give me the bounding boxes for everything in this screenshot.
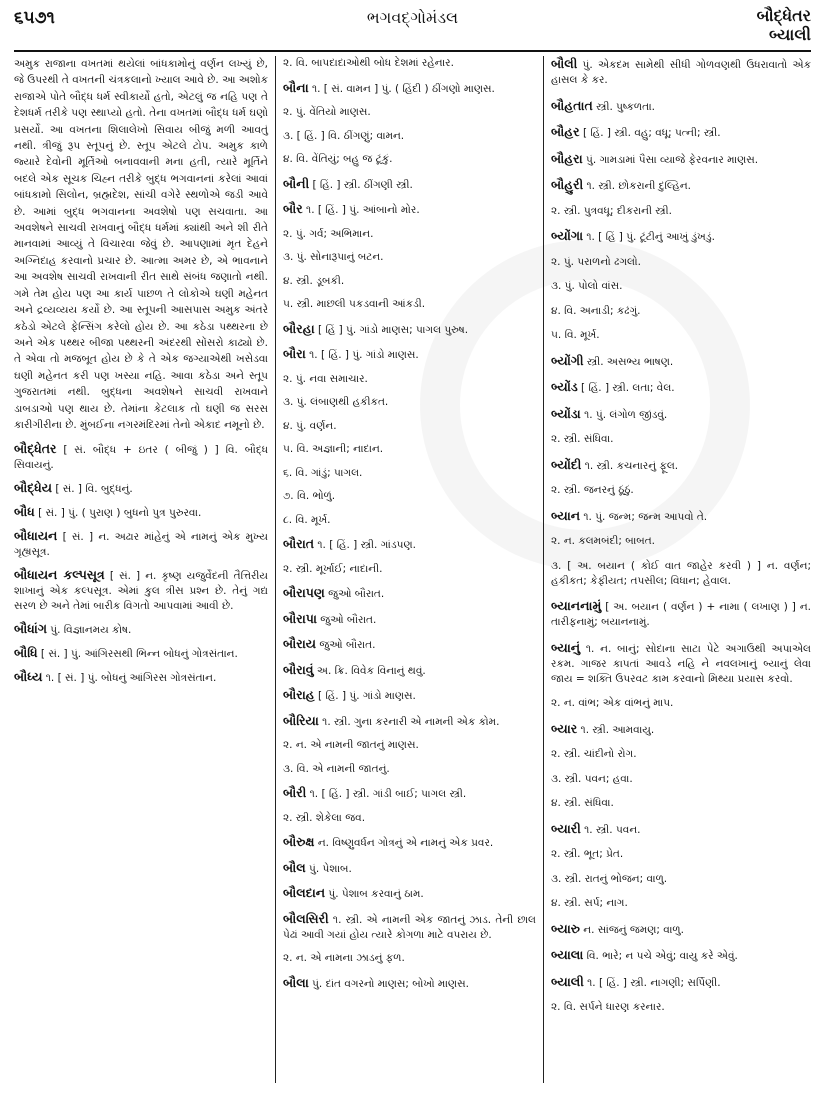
entry-definition: ૬. વિ. ગાંડું; પાગલ. [283,466,363,479]
entry-definition: ૧. [ હિં. ] પું. આંબાનો મોર. [302,204,420,216]
entry-headword: બ્યાનનામું [551,598,602,613]
dictionary-entry [283,762,536,777]
entry-headword: બૌરાય [283,636,317,651]
dictionary-entry [283,785,536,802]
entry-definition: ૪. વિ. વેંતિયું; બહુ જ ટૂંકું. [283,153,393,165]
dictionary-entry [283,321,536,338]
entry-definition: [ હિં. ] સ્ત્રી. વહુ; વધૂ; પત્ની; સ્ત્રી. [579,127,721,139]
dictionary-entry [551,56,811,88]
entry-definition: જુઓ બૌરાત. [316,639,376,651]
dictionary-entry [283,834,536,851]
entry-headword: બૌરી [283,785,307,800]
dictionary-columns [14,56,811,1083]
entry-definition: ૨. ન. વાંભ; એક વાંભનું માપ. [551,697,674,709]
entry-headword: બૌલસિરી [283,910,329,926]
entry-headword: બૌધ [14,504,35,520]
entry-definition: [ સં. ] ન. કૃષ્ણ યજુર્વેદની તૈત્તિરીય શાખાનું એક કલ્પસૂત્ર. એમાં કુલ ત્રીસ પ્રશ્ન છે. તેનું ગદ્ય સરળ છે અને તેમાં બારીક વિગતો આપવામાં આવી છે. [14,570,269,613]
entry-definition: [ સં. બૌદ્ધ + ઇતર ( બીજું ) ] વિ. બૌદ્ધ સિવાયનું. [14,444,268,472]
dictionary-entry [14,528,268,560]
dictionary-entry [551,747,811,762]
entry-definition: ૨. ન. એ નામના ઝાડનું ફળ. [283,952,405,964]
entry-definition: ૧. સ્ત્રી. છોકરાની દુલ્હિન. [583,180,692,192]
dictionary-entry [283,274,536,289]
entry-definition: ૫. વિ. અજ્ઞાની; નાદાન. [283,443,384,455]
dictionary-entry [551,696,811,711]
entry-definition: ૪. સ્ત્રી. સર્પ; નાગ. [551,897,628,909]
dictionary-entry [14,645,268,662]
entry-definition: ૪. સ્ત્રી. ડૂબકી. [283,274,345,287]
entry-headword: બ્યોંડા [551,405,581,421]
entry-definition: ૨. પું. પરાળનો ઢગલો. [551,255,641,268]
entry-definition: પું. ગામડામાં પૈસા વ્યાજે ફેરવનાર માણસ. [582,153,759,166]
dictionary-entry [14,441,268,473]
dictionary-entry [283,152,536,167]
entry-definition: ૭. વિ. ભોળું. [283,490,336,502]
dictionary-entry [551,772,811,787]
dictionary-entry [14,480,268,497]
entry-definition: [ સં. ] પું. ( પુરાણ ) બુધનો પુત્ર પુરુરવા. [34,507,202,520]
entry-headword: બૌરુક્ષ [283,834,315,849]
running-title: ભગવદ્ગોમંડલ [366,8,459,27]
entry-headword: બૌરાવું [283,661,314,677]
dictionary-entry [551,872,811,887]
dictionary-entry [283,713,536,730]
column-2 [276,56,544,1083]
dictionary-entry [283,395,536,410]
entry-definition: અ. ક્રિ. વિવેક વિનાનું થવું. [313,664,426,677]
entry-headword: બૌહુરી [551,177,584,192]
entry-definition: ૩. [ હિં. ] વિ. ઠીંગણું; વામન. [283,129,405,142]
dictionary-entry [551,379,811,396]
entry-headword: બૌરાપા [283,610,317,626]
dictionary-entry [283,513,536,528]
entry-definition: પું. વિજ્ઞાનમય કોષ. [46,624,132,637]
dictionary-entry [283,951,536,966]
entry-headword: બૌધાયન કલ્પસૂત્ર [14,567,105,583]
entry-definition: ૨. ન. કલમબંદી; બાબત. [551,535,656,547]
entry-definition: ૧. [ સં. વામન ] પું. ( હિંદી ) ઠીંગણો માણસ. [308,82,495,95]
entry-headword: બૌરા [283,346,306,361]
dictionary-entry [551,279,811,294]
entry-headword: બ્યાનું [551,639,581,655]
dictionary-entry [283,636,536,653]
entry-definition: ૧. [ હિં. ] પું. ગાંડો માણસ. [305,349,419,361]
dictionary-entry [551,204,811,219]
dictionary-entry [551,821,811,838]
entry-headword: બૌદ્ધેય [14,480,52,496]
dictionary-entry [551,559,811,589]
column-1 [14,56,276,1083]
dictionary-entry [283,562,536,577]
entry-definition: જુઓ બૌરાત. [316,613,377,626]
guide-words [757,6,811,44]
dictionary-entry [283,975,536,992]
page-number: ૬૫૭૧ [14,8,55,28]
entry-definition: ૨. પું. નવા સમાચાર. [283,372,368,385]
entry-headword: બૌહતાત [551,97,593,113]
entry-headword: બૌહર [551,124,580,139]
dictionary-entry [283,250,536,265]
entry-definition: ૧. [ હિં ] પું. ટૂંટીનું આખું ડુંખડું. [583,231,715,243]
entry-definition: ૩. પું. પોલો વાંસ. [551,280,623,292]
entry-headword: બૌલ [283,859,306,875]
dictionary-entry [551,124,811,141]
dictionary-entry [551,598,811,630]
entry-headword: બૌરહા [283,320,315,336]
dictionary-entry [551,508,811,525]
dictionary-entry [14,504,268,521]
dictionary-entry [283,346,536,363]
entry-definition: [ હિં. ] પું. ગાંડો માણસ. [314,690,416,702]
entry-definition: ૪. વિ. અનાડી; કઢંગું. [551,304,641,317]
entry-definition: ૪. પું. વર્ણન. [283,419,337,432]
entry-definition: ૨. સ્ત્રી. મૂર્ખાઈ; નાદાની. [283,562,383,575]
entry-definition: ૧. સ્ત્રી. એ નામની એક જાતનું ઝાડ. તેની છાલ પેઢાં આવી ગયાં હોય ત્યારે કોગળા માટે વપરાય છે. [283,913,536,941]
entry-headword: બ્યાલા [551,947,584,962]
entry-definition: [ સં. ] પું. આંગિરસથી ભિન્ન બોધનું ગોત્રસંતાન. [37,648,238,661]
dictionary-entry [551,796,811,811]
entry-definition: ૪. સ્ત્રી. સંધિવા. [551,797,614,809]
dictionary-entry [551,896,811,911]
dictionary-entry [551,847,811,862]
entry-definition: વિ. ભારે; ન પચે એવું; વાયુ કરે એવું. [583,950,738,962]
entry-definition: જુઓ બૌરાત. [324,588,385,600]
entry-definition: પું. પેશાબ. [305,862,352,875]
dictionary-entry [283,372,536,387]
entry-definition: ૧. સ્ત્રી. પવન. [580,823,641,836]
entry-definition: ૨. વિ. સર્પને ધારણ કરનાર. [551,1001,665,1013]
entry-definition: ૨. વિ. બાપદાદાઓથી બોધ દેશમાં રહેનાર. [283,57,454,69]
dictionary-entry [551,353,811,370]
dictionary-entry [551,534,811,549]
entry-headword: બ્યાર [551,720,578,736]
entry-headword: બૌરિયા [283,712,319,728]
dictionary-entry [283,687,536,704]
entry-headword: બ્યોંડ [551,379,578,394]
entry-definition: ૩. પું. લંબાણથી હકીકત. [283,396,389,408]
entry-definition: ૧. સ્ત્રી. ગુના કરનારી એ નામની એક કોમ. [318,715,500,728]
guide-word-last: બ્યાલી [769,25,811,44]
entry-definition: ૫. વિ. મૂર્ખ. [551,329,600,341]
dictionary-entry [283,419,536,434]
continued-prose: અમુક રાજાના વખતમાં થયેલાં બાંધકામોનું વર્ણન લખ્યું છે, જે ઉપરથી તે વખતની ચંત્રકલાનો ખ્યાલ આવે છે. આ અશોક રાજાએ પોતે બૌદ્ધ ધર્મ સ્વીકાર્યો હતો, એટલું જ નહિ પણ તે દેશધર્મ તરીકે પણ સ્થાપ્યો હતો. તેના વખતમાં બૌદ્ધ ધર્મ ઘણો પ્રસર્યો. આ વખતના શિલાલેખો સિવાય બીજું મળી આવતું નથી. ત્રીજું રૂપ સ્તૂપનું છે. સ્તૂપ એટલે ટોપ. અમુક કાળે જ્યારે દેવોની મૂર્તિઓ બનાવવાની મના હતી, ત્યારે મૂર્તિને બદલે એક સૂચક ચિહ્ન તરીકે બુદ્ધ ભગવાનનાં કરેલાં આવાં બાંધકામો સિલોન, બ્રહ્મદેશ, સાંચી વગેરે સ્થળોએ જડી આવે છે. આમાં બુદ્ધ ભગવાનના અવશેષો પણ સચવાતા. આ અવશેષને સાચવી રાખવાનું બૌદ્ધ ધર્મમાં ક્યાંથી અને શી રીતે માનવામાં આવ્યું તે વિચારવા જેવું છે. આપણામાં મૃત દેહને અગ્નિદાહ કરવાનો પ્રચાર છે. આત્મા અમર છે, એ ભાવનાને આ અવશેષ સાચવી રાખવાની રીત સાથે સંબંધ જણાતો નથી. ગમે તેમ હોય પણ આ કાર્ય પાછળ તે લોકોએ ઘણી મહેનત અને દ્રવ્યવ્યય કર્યો છે. આ સ્તૂપની આસપાસ અમુક અંતરે કઠેડો એટલે ફેન્સિંગ કરેલો હોય છે. આ કઠેડા પથ્થરના છે અને એક પથ્થર બીજા પથ્થરની અંદરથી સોંસરો કાઢ્યો છે. તે એવા તો મજબૂત હોય છે કે તે એક જગ્યાએથી ખસેડવા ઘણી મહેનત કરી પણ ખસ્યા નહિ. આવા કઠેડા અને સ્તૂપ ગુજરાતમાં નથી. બુદ્ધના અવશેષને સાચવી રાખવાને ડાબડાઓ પણ થાય છે. તેમાંના કેટલાક તો ઘણી જ સરસ કારીગીરીના છે. મુંબઈના નગરમંદિરમાં તેનો એકાદ નમૂનો છે. [14,58,268,431]
entry-headword: બૌધાયન [14,528,58,544]
entry-headword: બ્યોંગા [551,228,584,243]
entry-headword: બ્યારુ [551,920,580,936]
entry-headword: બૌરાત [283,536,315,551]
entry-definition: [ સં. ] વિ. બુદ્ધનું. [51,483,133,496]
entry-definition: ૧. સ્ત્રી. કચનારનું ફૂલ. [581,459,679,472]
entry-definition: ૨. પું. વેંતિયો માણસ. [283,106,371,118]
dictionary-entry [551,228,811,245]
dictionary-entry [283,738,536,753]
entry-definition: ન. સાંજનું જમણ; વાળુ. [579,923,684,936]
entry-definition: સ્ત્રી. અસભ્ય ભાષણ. [583,355,674,368]
dictionary-entry [283,442,536,457]
entry-definition: ૩. [ અ. બયાન ( કોઈ વાત જાહેર કરવી ) ] ન. વર્ણન; હકીકત; કેફીયત; તપસીલ; વિધાન; હેવાલ. [551,559,811,587]
entry-definition: ૨. પું. ગર્વ; અભિમાન. [283,227,374,240]
entry-definition: ૧. પું. જન્મ; જન્મ આપવો તે. [580,510,708,523]
dictionary-entry [551,640,811,687]
entry-headword: બૌધ્ય [14,669,43,685]
entry-definition: ૩. પું. સોનારૂપાનું બટન. [283,251,384,263]
entry-definition: પું. દાંત વગરનો માણસ; બોખો માણસ. [308,977,469,990]
dictionary-entry [551,151,811,168]
dictionary-entry [283,129,536,144]
entry-headword: બૌલી [551,56,578,71]
dictionary-entry [14,621,268,638]
guide-word-first: બૌદ્ધેતર [756,6,811,25]
dictionary-entry [551,406,811,423]
entry-headword: બૌધાંગ [14,621,47,637]
dictionary-entry [283,489,536,504]
dictionary-entry [283,585,536,602]
dictionary-entry [283,56,536,71]
entry-headword: બૌલા [283,974,309,990]
dictionary-entry [14,669,268,686]
entry-definition: પું. પેશાબ કરવાનું ઠામ. [325,888,424,900]
dictionary-entry [283,911,536,943]
entry-definition: ૨. સ્ત્રી. સંધિવા. [551,433,614,445]
dictionary-entry [551,1000,811,1015]
dictionary-entry [551,432,811,447]
dictionary-entry [283,536,536,553]
header-rule [14,50,811,52]
dictionary-entry [551,947,811,964]
entry-definition: ૩. વિ. એ નામની જાતનું. [283,762,390,775]
dictionary-entry [283,860,536,877]
entry-definition: [ અ. બયાન ( વર્ણન ) + નામા ( લખાણ ) ] ન. તારીફનામું; બયાનનામું. [551,601,811,628]
entry-definition: ૧. [ હિં. ] સ્ત્રી. નાગણી; સર્પિણી. [583,976,721,989]
entry-definition: ૧. સ્ત્રી. આમવાયુ. [577,723,655,736]
entry-headword: બૌદ્ધેતર [14,441,57,457]
dictionary-entry [283,80,536,97]
entry-definition: ૨. સ્ત્રી. શેકેલા જવ. [283,811,366,824]
entry-definition: [ હિં. ] સ્ત્રી. ઠીંગણી સ્ત્રી. [309,178,413,191]
entry-definition: ૨. સ્ત્રી. ચાંદીનો રોગ. [551,748,637,760]
dictionary-entry [283,176,536,193]
dictionary-entry [283,297,536,312]
entry-definition: ૨. સ્ત્રી. ભૂત; પ્રેત. [551,848,624,860]
entry-definition: ૧. [ હિં. ] સ્ત્રી. ગાંડી બાઈ; પાગલ સ્ત્રી. [306,788,467,800]
entry-definition: [ હિં. ] સ્ત્રી. લતા; વેલ. [577,382,675,394]
entry-headword: બૌના [283,79,309,95]
entry-headword: બૌહરા [551,150,583,166]
dictionary-entry [283,201,536,218]
entry-definition: સ્ત્રી. પુષ્કળતા. [592,100,655,113]
entry-headword: બૌલદાન [283,885,326,900]
dictionary-entry [551,483,811,498]
entry-definition: ૨. સ્ત્રી. પુત્રવધૂ; દીકરાની સ્ત્રી. [551,204,672,217]
dictionary-entry [283,227,536,242]
dictionary-entry [551,921,811,938]
dictionary-entry [14,567,268,614]
page-header [14,6,811,46]
dictionary-entry [551,304,811,319]
entry-definition: ૧. [ સં. ] પું. બોધનું આંગિરસ ગોત્રસંતાન. [42,672,217,685]
entry-headword: બ્યોંગી [551,352,584,368]
entry-definition: ૧. ન. બાનું; સોદાના સાટા પેટે અગાઉથી અપાએલ રકમ. ગાજર કાપતાં આવડે નહિ ને નવલખાનું બ્યાનું લેવા જાય = શક્તિ ઉપરવટ કામ કરવાનો મિથ્યા પ્રયાસ કરવો. [551,642,811,685]
dictionary-entry [551,721,811,738]
dictionary-entry [551,255,811,270]
dictionary-entry [551,177,811,194]
entry-definition: ૨. ન. એ નામની જાતનું માણસ. [283,739,419,751]
entry-headword: બ્યાલી [551,973,584,989]
entry-definition: ૧. [ હિં. ] સ્ત્રી. ગાંડપણ. [314,539,416,551]
entry-definition: ૨. સ્ત્રી. જનરનું ઠૂંઠું. [551,484,634,496]
entry-headword: બૌરાહ [283,687,315,702]
dictionary-entry [283,811,536,826]
dictionary-entry [551,98,811,115]
entry-definition: ન. વિષ્ણુવર્ધન ગોત્રનું એ નામનું એક પ્રવર. [314,837,494,849]
entry-definition: ૩. સ્ત્રી. પવન; હવા. [551,772,633,785]
entry-definition: પું. એકદમ સામેથી સીધી ગોળવણથી ઉધરાવાતો એક હાસલ કે કર. [551,59,811,86]
entry-definition: ૩. સ્ત્રી. રાતનું ભોજન; વાળુ. [551,872,668,885]
entry-definition: ૫. સ્ત્રી. માછલી પકડવાની આંકડી. [283,298,426,310]
dictionary-entry [551,974,811,991]
entry-definition: ૮. વિ. મૂર્ખ. [283,513,331,526]
dictionary-entry [283,662,536,679]
dictionary-entry [283,611,536,628]
entry-definition: [ હિં ] પું. ગાંડો માણસ; પાગલ પુરુષ. [314,323,469,336]
dictionary-entry [551,457,811,474]
dictionary-entry [283,466,536,481]
entry-headword: બૌર [283,201,303,216]
dictionary-entry [283,885,536,902]
column-3 [544,56,811,1083]
entry-headword: બ્યાન [551,507,581,523]
entry-definition: ૧. પું. લંગોળ જીંડવું. [580,408,668,421]
dictionary-entry [551,328,811,343]
entry-headword: બ્યોંદી [551,456,582,472]
entry-headword: બૌધિ [14,645,38,661]
entry-headword: બૌની [283,175,310,191]
entry-definition: [ સં. ] ન. અઢાર માંહેનું એ નામનું એક મુખ્ય ગૃહ્યસૂત્ર. [14,531,268,559]
entry-headword: બ્યારી [551,820,581,836]
dictionary-entry [283,105,536,120]
entry-headword: બૌરાપણ [283,585,325,600]
